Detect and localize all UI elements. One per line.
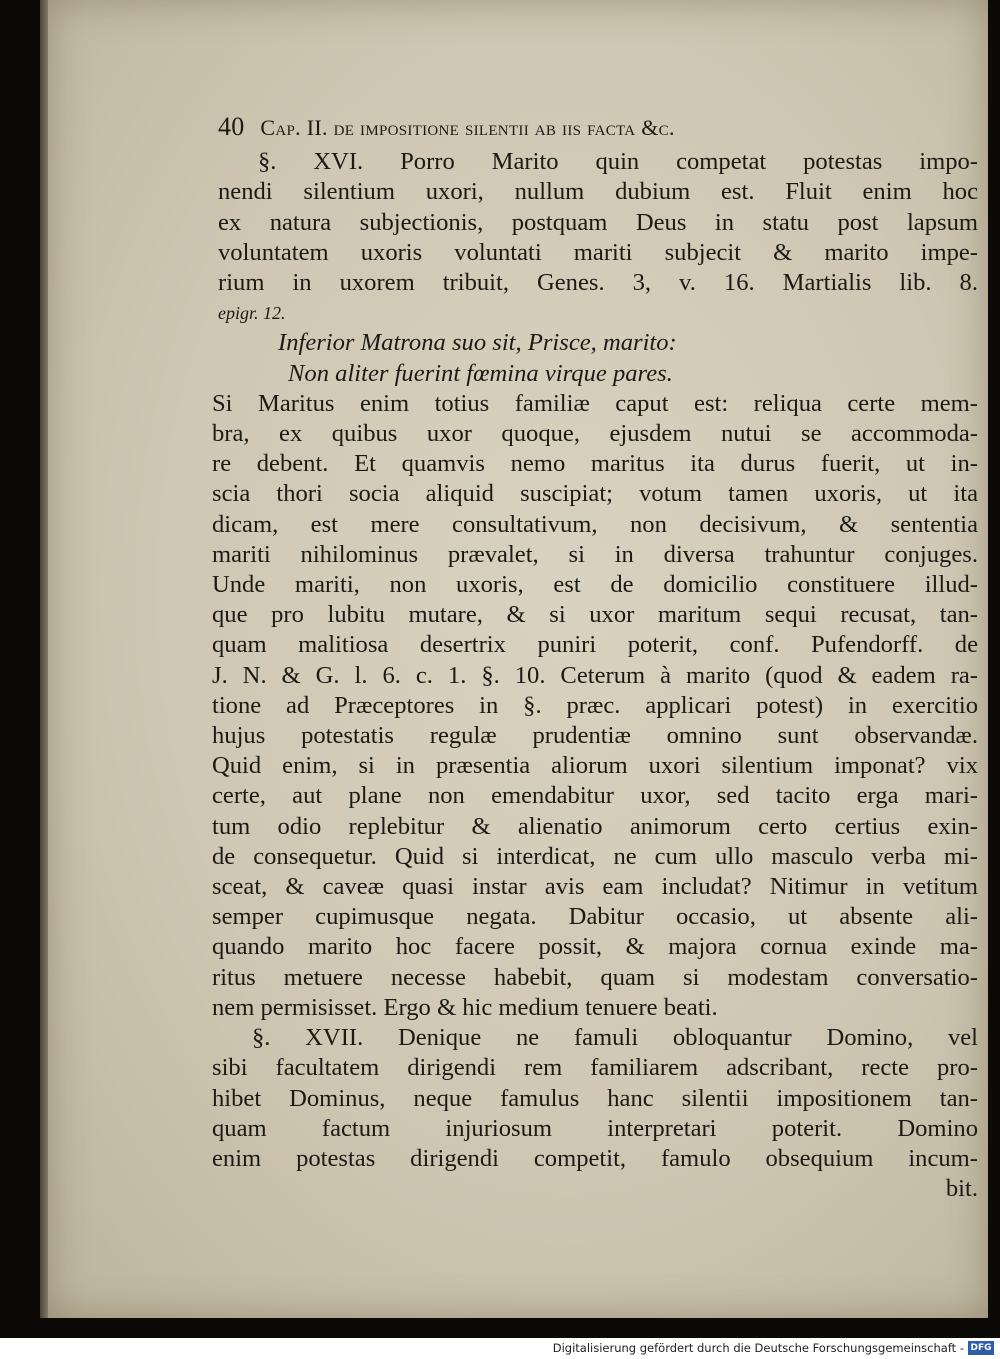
text-line: tum odio replebitur & alienatio animorum certo certius exin- [212,812,978,840]
text-line: rium in uxorem tribuit, Genes. 3, v. 16. Martialis lib. 8. [218,269,978,297]
text-line: nendi silentium uxori, nullum dubium est. Fluit enim hoc [218,178,978,206]
text-line: quando marito hoc facere possit, & majora cornua exinde ma- [212,933,978,961]
text-line: hibet Dominus, neque famulus hanc silentii impositionem tan- [212,1084,978,1112]
footer-bar [0,1338,1000,1359]
text-line: quam factum injuriosum interpretari poterit. Domino [212,1114,978,1142]
text-line: ritus metuere necesse habebit, quam si modestam conversatio- [212,963,978,991]
verse-quote [218,328,978,388]
text-line: nem permisisset. Ergo & hic medium tenuere beati. [212,993,718,1021]
text-line: §. XVII. Denique ne famuli obloquantur Domino, vel [252,1024,978,1052]
text-line: ex natura subjectionis, postquam Deus in statu post lapsum [218,208,978,236]
text-line: enim potestas dirigendi competit, famulo obsequium incum- [212,1144,978,1172]
paragraph-xvi [218,147,978,328]
text-line: epigr. 12. [218,303,286,324]
text-line: semper cupimusque negata. Dabitur occasio, ut absente ali- [212,903,978,931]
page-number: 40 [218,112,245,141]
text-line: bra, ex quibus uxor quoque, ejusdem nutui se accommoda- [212,420,978,448]
text-line: §. XVI. Porro Marito quin competat potestas impo- [258,148,978,176]
text-line: mariti nihilominus prævalet, si in diversa trahuntur conjuges. [212,540,978,568]
paragraph-xvi-continued [212,389,978,1023]
dfg-logo[interactable]: DFG [968,1341,994,1355]
text-line: scia thori socia aliquid suscipiat; votum tamen uxoris, ut ita [212,480,978,508]
text-line: re debent. Et quamvis nemo maritus ita durus fuerit, ut in- [212,450,978,478]
verse-line: Inferior Matrona suo sit, Prisce, marito: [278,329,677,357]
text-line: hujus potestatis regulæ prudentiæ omnino sunt observandæ. [212,722,978,750]
running-head-title: Cap. II. de impositione silentii ab iis facta &c. [260,115,675,140]
text-line: sibi facultatem dirigendi rem familiarem adscribant, recte pro- [212,1054,978,1082]
running-head [218,112,978,143]
text-line: de consequetur. Quid si interdicat, ne cum ullo masculo verba mi- [212,842,978,870]
text-line: tione ad Præceptores in §. præc. applicari potest) in exercitio [212,691,978,719]
text-line: voluntatem uxoris voluntati mariti subjecit & marito impe- [218,238,978,266]
text-line: sceat, & caveæ quasi instar avis eam includat? Nitimur in vetitum [212,873,978,901]
text-line: quam malitiosa desertrix puniri poterit, conf. Pufendorff. de [212,631,978,659]
catchword: bit. [945,1175,978,1203]
text-line: Si Maritus enim totius familiæ caput est: reliqua certe mem- [212,389,978,417]
page-text [212,112,978,1204]
verse-line: Non aliter fuerint fœmina virque pares. [288,359,673,387]
text-line: Quid enim, si in præsentia aliorum uxori silentium imponat? vix [212,752,978,780]
text-line: que pro lubitu mutare, & si uxor maritum sequi recusat, tan- [212,601,978,629]
text-line: Unde mariti, non uxoris, est de domicilio constituere illud- [212,571,978,599]
paragraph-xvii [212,1023,978,1204]
text-line: dicam, est mere consultativum, non decisivum, & sententia [212,510,978,538]
text-line: certe, aut plane non emendabitur uxor, sed tacito erga mari- [212,782,978,810]
funding-credit[interactable]: Digitalisierung gefördert durch die Deutsche Forschungsgemeinschaft - [552,1341,964,1355]
text-line: J. N. & G. l. 6. c. 1. §. 10. Ceterum à marito (quod & eadem ra- [212,661,978,689]
